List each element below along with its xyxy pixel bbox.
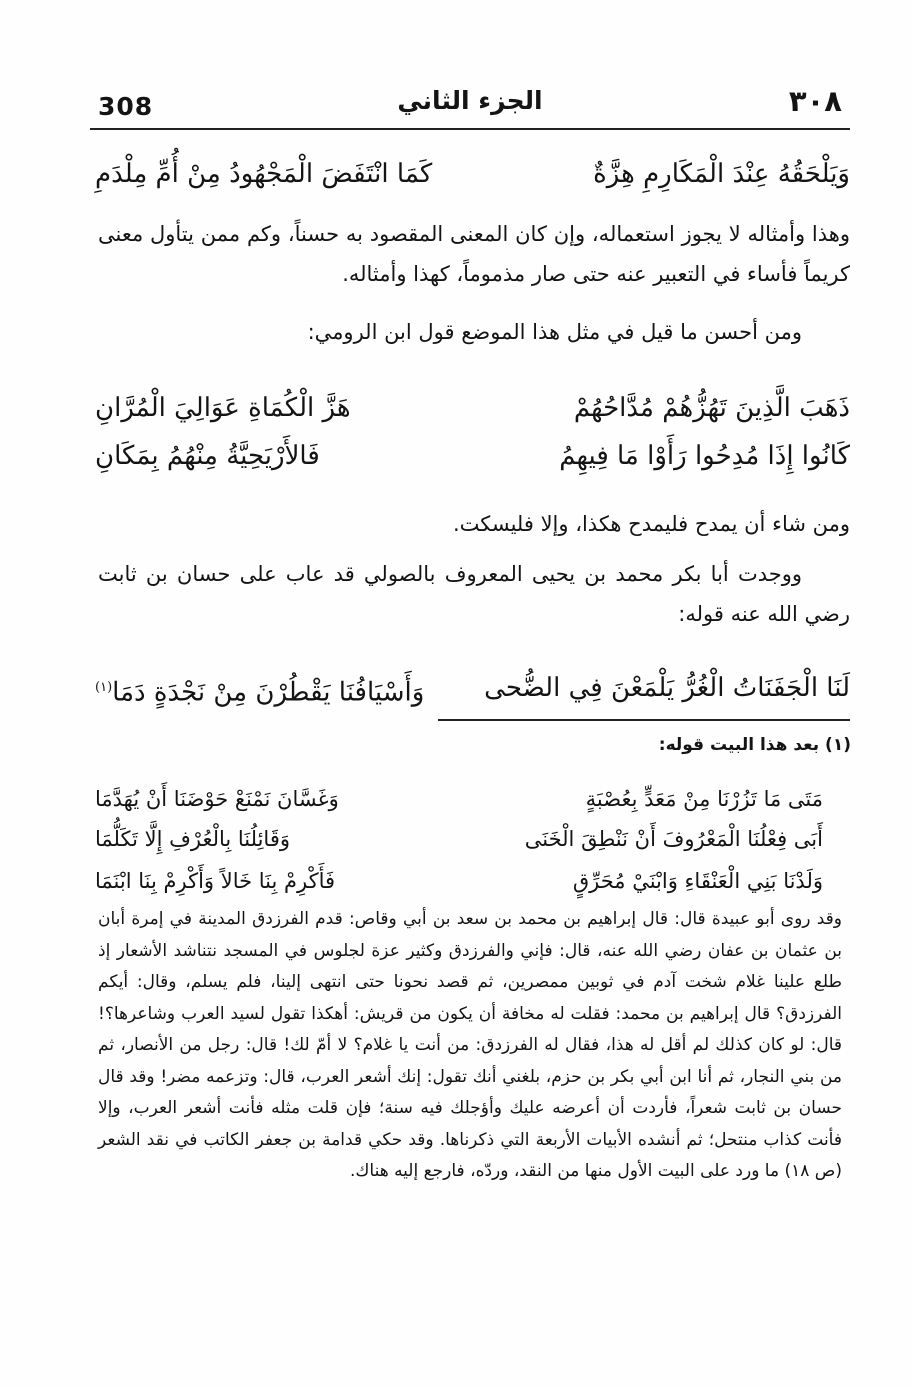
- verse-second-hemistich: فَأَكْرِمْ بِنَا خَالاً وَأَكْرِمْ بِنَا ابْنَمَا: [95, 869, 336, 893]
- verse-first-hemistich: أَبَى فِعْلُنَا الْمَعْرُوفَ أَنْ نَنْطِقَ الْخَنَى: [524, 827, 823, 851]
- paragraph-4: ووجدت أبا بكر محمد بن يحيى المعروف بالصولي قد عاب على حسان بن ثابت رضي الله عنه قوله:: [98, 562, 850, 626]
- rumi-verse-1: [95, 386, 850, 430]
- verse-second-hemistich: هَزَّ الْكُمَاةِ عَوَالِيَ الْمُرَّانِ: [95, 393, 351, 423]
- verse-second-hemistich: [95, 666, 424, 715]
- verse-first-hemistich: مَتَى مَا تَزُرْنَا مِنْ مَعَدٍّ بِعُصْبَةٍ: [585, 787, 823, 811]
- rumi-verse-2: [95, 434, 850, 478]
- page-number-arabic: ٣٠٨: [788, 84, 842, 118]
- header-rule: [90, 128, 850, 130]
- footnote-marker: (١): [95, 680, 113, 695]
- footnote-label: (١) بعد هذا البيت قوله:: [658, 735, 851, 755]
- verse-second-hemistich: كَمَا انْتَفَضَ الْمَجْهُودُ مِنْ أُمِّ مِلْدَمِ: [95, 159, 433, 189]
- part-title: الجزء الثاني: [397, 86, 543, 115]
- verse-second-hemistich: وَقَائِلُنَا بِالْعُرْفِ إِلَّا تَكَلُّمَا: [95, 827, 291, 851]
- verse-first-hemistich: لَنَا الْجَفَنَاتُ الْغُرُّ يَلْمَعْنَ فِي الضُّحى: [484, 673, 850, 703]
- footnote-verse-1: [95, 780, 823, 818]
- opening-verse: [95, 152, 850, 196]
- footnote-verse-3: [95, 862, 823, 900]
- paragraph-3: ومن شاء أن يمدح فليمدح هكذا، وإلا فليسكت.: [452, 512, 850, 536]
- verse-first-hemistich: وَلَدْنَا بَنِي الْعَنْقَاءِ وَابْنَيْ مُحَرِّقٍ: [572, 869, 823, 893]
- page-header: [90, 82, 850, 134]
- paragraph-1: وهذا وأمثاله لا يجوز استعماله، وإن كان المعنى المقصود به حسناً، وكم ممن يتأول معنى كريماً فأساء في التعبير عنه حتى صار مذموماً، كهذا وأمثاله.: [98, 222, 850, 286]
- paragraph-2: ومن أحسن ما قيل في مثل هذا الموضع قول ابن الرومي:: [307, 320, 802, 344]
- verse-first-hemistich: ذَهَبَ الَّذِينَ تَهُزُّهُمْ مُدَّاحُهُمْ: [573, 393, 850, 423]
- verse-second-hemistich: وَغَسَّانَ نَمْنَعْ حَوْضَنَا أَنْ يُهَدَّمَا: [95, 787, 339, 811]
- page-number-latin: 308: [98, 92, 154, 121]
- hassan-verse: [95, 666, 850, 710]
- footnote-verse-2: [95, 820, 823, 858]
- footnote-separator: [438, 719, 850, 721]
- verse-first-hemistich: كَانُوا إِذَا مُدِحُوا رَأَوْا مَا فِيهِمُ: [559, 441, 850, 471]
- verse-first-hemistich: وَيَلْحَقُهُ عِنْدَ الْمَكَارِمِ هِزَّةٌ: [593, 159, 850, 189]
- verse-second-hemistich: فَالأَرْيَحِيَّةُ مِنْهُمُ بِمَكَانِ: [95, 441, 320, 471]
- footnote-text: وقد روى أبو عبيدة قال: قال إبراهيم بن محمد بن سعد بن أبي وقاص: قدم الفرزدق المدينة في إمرة أبان بن عثمان بن عفان رضي الله عنه، قال: فإني والفرزدق وكثير عزة لجلوس في المسجد نتناشد الأشعار إذ طلع علينا غلام شخت آدم في ثوبين ممصرين، ثم قصد نحونا حتى انتهى إلينا، فلم يسلم، وقال: أيكم الفرزدق؟ قال إبراهيم بن محمد: فقلت له مخافة أن يكون من قريش: أهكذا تقول لسيد العرب وشاعرها؟! قال: لو كان كذلك لم أقل له هذا، فقال له الفرزدق: من أنت يا غلام؟ لا أمّ لك! قال: رجل من الأنصار، ثم من بني النجار، ثم أنا ابن أبي بكر بن حزم، بلغني أنك تقول: إنك أشعر العرب، قال: وتزعمه مضر! وقد قال حسان بن ثابت شعراً، فأردت أن أعرضه عليك وأؤجلك فيه سنة؛ فإن قلت مثله فأنت أشعر العرب، وإلا فأنت كذاب منتحل؛ ثم أنشده الأبيات الأربعة التي ذكرناها. وقد حكي قدامة بن جعفر الكاتب في نقد الشعر (ص ١٨) ما ورد على البيت الأول منها من النقد، وردّه، فارجع إليه هناك.: [98, 909, 842, 1181]
- verse-second-hemistich-text: وَأَسْيَافُنَا يَقْطُرْنَ مِنْ نَجْدَةٍ دَمَا: [112, 677, 425, 708]
